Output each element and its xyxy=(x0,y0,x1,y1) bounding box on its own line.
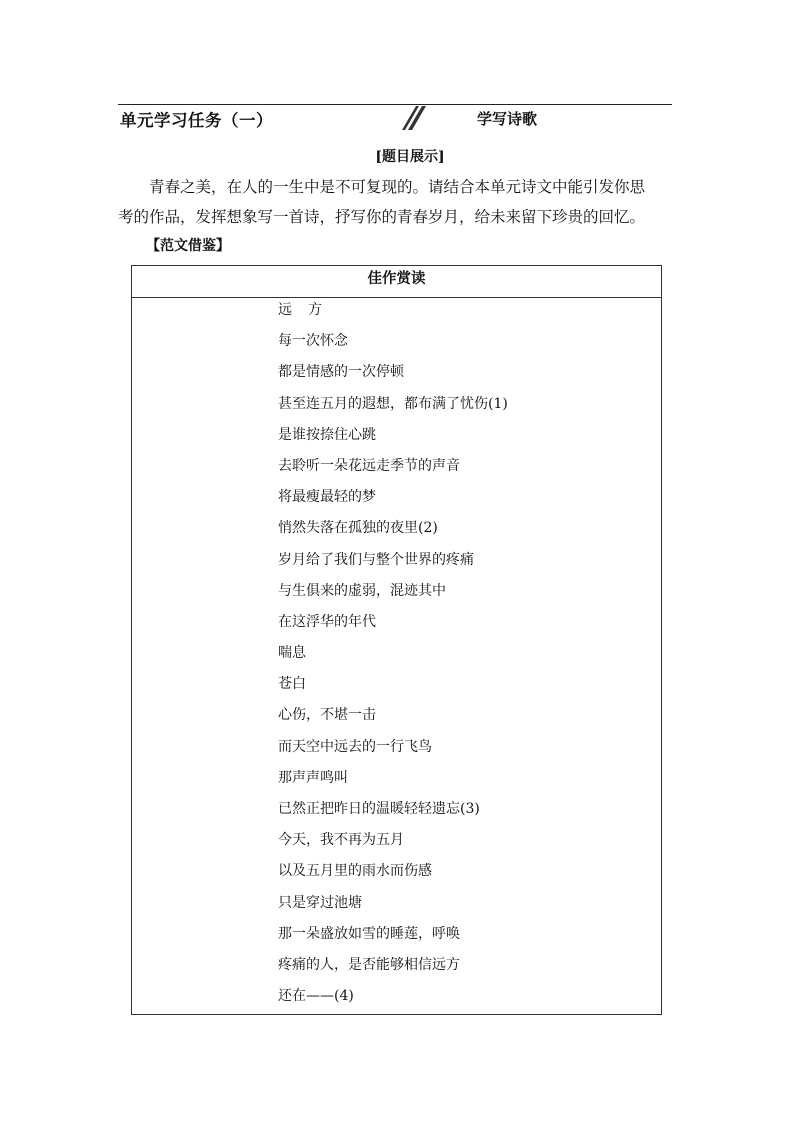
header-slash-decoration xyxy=(402,104,426,130)
poem-line: 还在——(4) xyxy=(278,988,354,1005)
poem-line: 那声声鸣叫 xyxy=(278,769,348,786)
poem-line: 喘息 xyxy=(278,645,306,662)
poem xyxy=(278,300,508,1017)
poem-line: 在这浮华的年代 xyxy=(278,613,376,630)
poem-line: 心伤，不堪一击 xyxy=(278,707,376,724)
prompt-heading-text: [题目展示] xyxy=(375,149,445,165)
model-poem-box-title: 佳作赏读 xyxy=(132,266,661,298)
poem-line: 疼痛的人，是否能够相信远方 xyxy=(278,956,460,973)
unit-task-topic: 学写诗歌 xyxy=(476,110,537,128)
poem-line: 是谁按捺住心跳 xyxy=(278,426,376,443)
poem-line: 悄然失落在孤独的夜里(2) xyxy=(278,520,438,537)
poem-line: 而天空中远去的一行飞鸟 xyxy=(278,738,432,755)
poem-line: 那一朵盛放如雪的睡莲，呼唤 xyxy=(278,925,460,942)
poem-line: 今天，我不再为五月 xyxy=(278,832,404,849)
unit-task-label: 单元学习任务（一） xyxy=(120,111,273,130)
prompt-heading xyxy=(0,146,794,166)
poem-line: 只是穿过池塘 xyxy=(278,894,362,911)
model-essay-label: 【范文借鉴】 xyxy=(146,238,230,254)
poem-line: 苍白 xyxy=(278,676,306,693)
poem-line: 与生俱来的虚弱，混迹其中 xyxy=(278,582,446,599)
poem-line: 岁月给了我们与整个世界的疼痛 xyxy=(278,551,474,568)
writing-prompt xyxy=(118,172,674,232)
header-rule xyxy=(118,104,672,105)
poem-line: 将最瘦最轻的梦 xyxy=(278,489,376,506)
model-poem-box xyxy=(131,265,662,1015)
poem-line: 已然正把昨日的温暖轻轻遗忘(3) xyxy=(278,801,480,817)
prompt-line-2: 考的作品，发挥想象写一首诗，抒写你的青春岁月，给未来留下珍贵的回忆。 xyxy=(118,208,646,226)
poem-line: 都是情感的一次停顿 xyxy=(278,364,404,381)
unit-task-header xyxy=(118,104,672,130)
poem-title: 远方 xyxy=(278,302,338,318)
prompt-line-1: 青春之美，在人的一生中是不可复现的。请结合本单元诗文中能引发你思 xyxy=(149,178,646,196)
poem-line: 去聆听一朵花远走季节的声音 xyxy=(278,457,460,474)
poem-line: 甚至连五月的遐想，都布满了忧伤(1) xyxy=(278,395,508,412)
poem-line: 以及五月里的雨水而伤感 xyxy=(278,863,432,880)
poem-line: 每一次怀念 xyxy=(278,333,348,350)
